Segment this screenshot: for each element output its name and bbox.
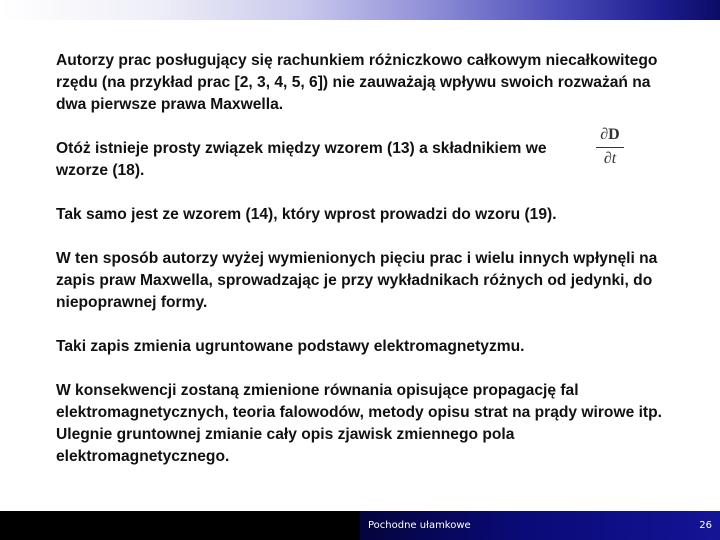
- formula-numerator: ∂D: [600, 126, 620, 143]
- paragraph-5: Taki zapis zmienia ugruntowane podstawy elektromagnetyzmu.: [56, 338, 525, 355]
- footer-bar: [0, 511, 720, 540]
- formula-denominator: ∂t: [603, 150, 617, 167]
- fraction-bar: [596, 147, 624, 148]
- page-number: 26: [699, 520, 712, 531]
- paragraph-6: W konsekwencji zostaną zmienione równania opisujące propagację fal elektromagnetycznych, teoria falowodów, metody opisu strat na prądy wirowe itp. Ulegnie gruntownej zmianie cały opis zjawisk zmiennego pola elektromagnetycznego.: [56, 382, 662, 465]
- paragraph-4: W ten sposób autorzy wyżej wymienionych pięciu prac i wielu innych wpłynęli na zapis praw Maxwella, sprowadzając je przy wykładnikach różnych od jedynki, do niepoprawnej formy.: [56, 250, 658, 311]
- slide-body: [56, 50, 676, 490]
- top-gradient-bar: [0, 0, 720, 20]
- footer-title: Pochodne ułamkowe: [368, 520, 471, 531]
- partial-derivative-formula: [595, 126, 625, 168]
- paragraph-2: Otóż istnieje prosty związek między wzorem (13) a składnikiem we wzorze (18).: [56, 140, 547, 179]
- paragraph-2-container: [56, 126, 676, 182]
- paragraph-1: Autorzy prac posługujący się rachunkiem różniczkowo całkowym niecałkowitego rzędu (na przykład prac [2, 3, 4, 5, 6]) nie zauważają wpływu swoich rozważań na dwa pierwsze prawa Maxwella.: [56, 52, 658, 113]
- paragraph-3: Tak samo jest ze wzorem (14), który wprost prowadzi do wzoru (19).: [56, 206, 557, 223]
